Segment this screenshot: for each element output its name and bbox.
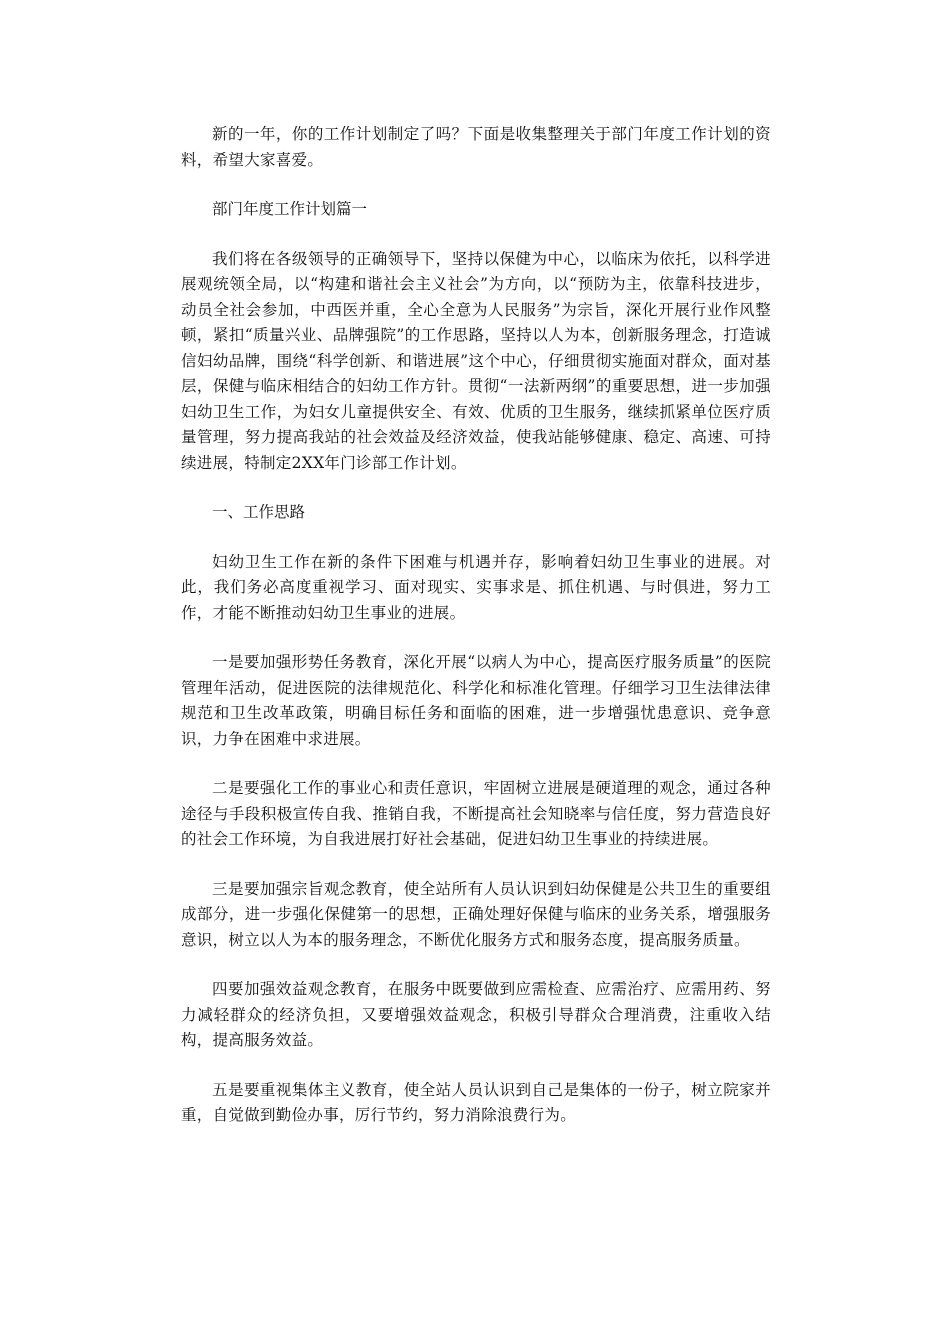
spacer bbox=[181, 476, 771, 500]
spacer bbox=[181, 853, 771, 877]
paragraph-3: 一是要加强形势任务教育，深化开展“以病人为中心，提高医疗服务质量”的医院管理年活动，促进医院的法律规范化、科学化和标准化管理。仔细学习卫生法律法律规范和卫生改革政策，明确目标任务和面临的困难，进一步增强忧患意识、竞争意识，力争在困难中求进展。 bbox=[181, 653, 771, 748]
paragraph-7: 五是要重视集体主义教育，使全站人员认识到自己是集体的一份子，树立院家并重，自觉做到勤俭办事，厉行节约，努力消除浪费行为。 bbox=[181, 1080, 771, 1124]
paragraph-4: 二是要强化工作的事业心和责任意识，牢固树立进展是硬道理的观念，通过各种途径与手段积极宣传自我、推销自我，不断提高社会知晓率与信任度，努力营造良好的社会工作环境，为自我进展打好社会基础，促进妇幼卫生事业的持续进展。 bbox=[181, 779, 771, 848]
spacer bbox=[181, 173, 771, 197]
spacer bbox=[181, 752, 771, 776]
spacer bbox=[181, 953, 771, 977]
document-title: 部门年度工作计划篇一 bbox=[212, 200, 368, 218]
spacer bbox=[181, 626, 771, 650]
paragraph-2: 妇幼卫生工作在新的条件下困难与机遇并存，影响着妇幼卫生事业的进展。对此，我们务必高度重视学习、面对现实、实事求是、抓住机遇、与时俱进，努力工作，才能不断推动妇幼卫生事业的进展。 bbox=[181, 552, 771, 622]
spacer bbox=[181, 1054, 771, 1078]
section-heading: 一、工作思路 bbox=[212, 503, 306, 521]
paragraph-1: 我们将在各级领导的正确领导下，坚持以保健为中心，以临床为依托，以科学进展观统领全局，以“构建和谐社会主义社会”为方向，以“预防为主，依靠科技进步，动员全社会参加，中西医并重，全心全意为人民服务”为宗旨，深化开展行业作风整顿，紧扣“质量兴业、品牌强院”的工作思路，坚持以人为本，创新服务理念，打造诚信妇幼品牌，围绕“科学创新、和谐进展”这个中心，仔细贯彻实施面对群众，面对基层，保健与临床相结合的妇幼工作方针。贯彻“一法新两纲”的重要思想，进一步加强妇幼卫生工作，为妇女儿童提供安全、有效、优质的卫生服务，继续抓紧单位医疗质量管理，努力提高我站的社会效益及经济效益，使我站能够健康、稳定、高速、可持续进展，特制定2XX年门诊部工作计划。 bbox=[181, 249, 771, 472]
spacer bbox=[181, 526, 771, 550]
paragraph-6: 四要加强效益观念教育，在服务中既要做到应需检查、应需治疗、应需用药、努力减轻群众的经济负担，又要增强效益观念，积极引导群众合理消费，注重收入结构，提高服务效益。 bbox=[181, 980, 771, 1049]
intro-paragraph: 新的一年，你的工作计划制定了吗？下面是收集整理关于部门年度工作计划的资料，希望大家喜爱。 bbox=[181, 125, 771, 169]
paragraph-5: 三是要加强宗旨观念教育，使全站所有人员认识到妇幼保健是公共卫生的重要组成部分，进一步强化保健第一的思想，正确处理好保健与临床的业务关系，增强服务意识，树立以人为本的服务理念，不断优化服务方式和服务态度，提高服务质量。 bbox=[181, 879, 771, 949]
document-body bbox=[181, 122, 771, 1129]
spacer bbox=[181, 223, 771, 247]
